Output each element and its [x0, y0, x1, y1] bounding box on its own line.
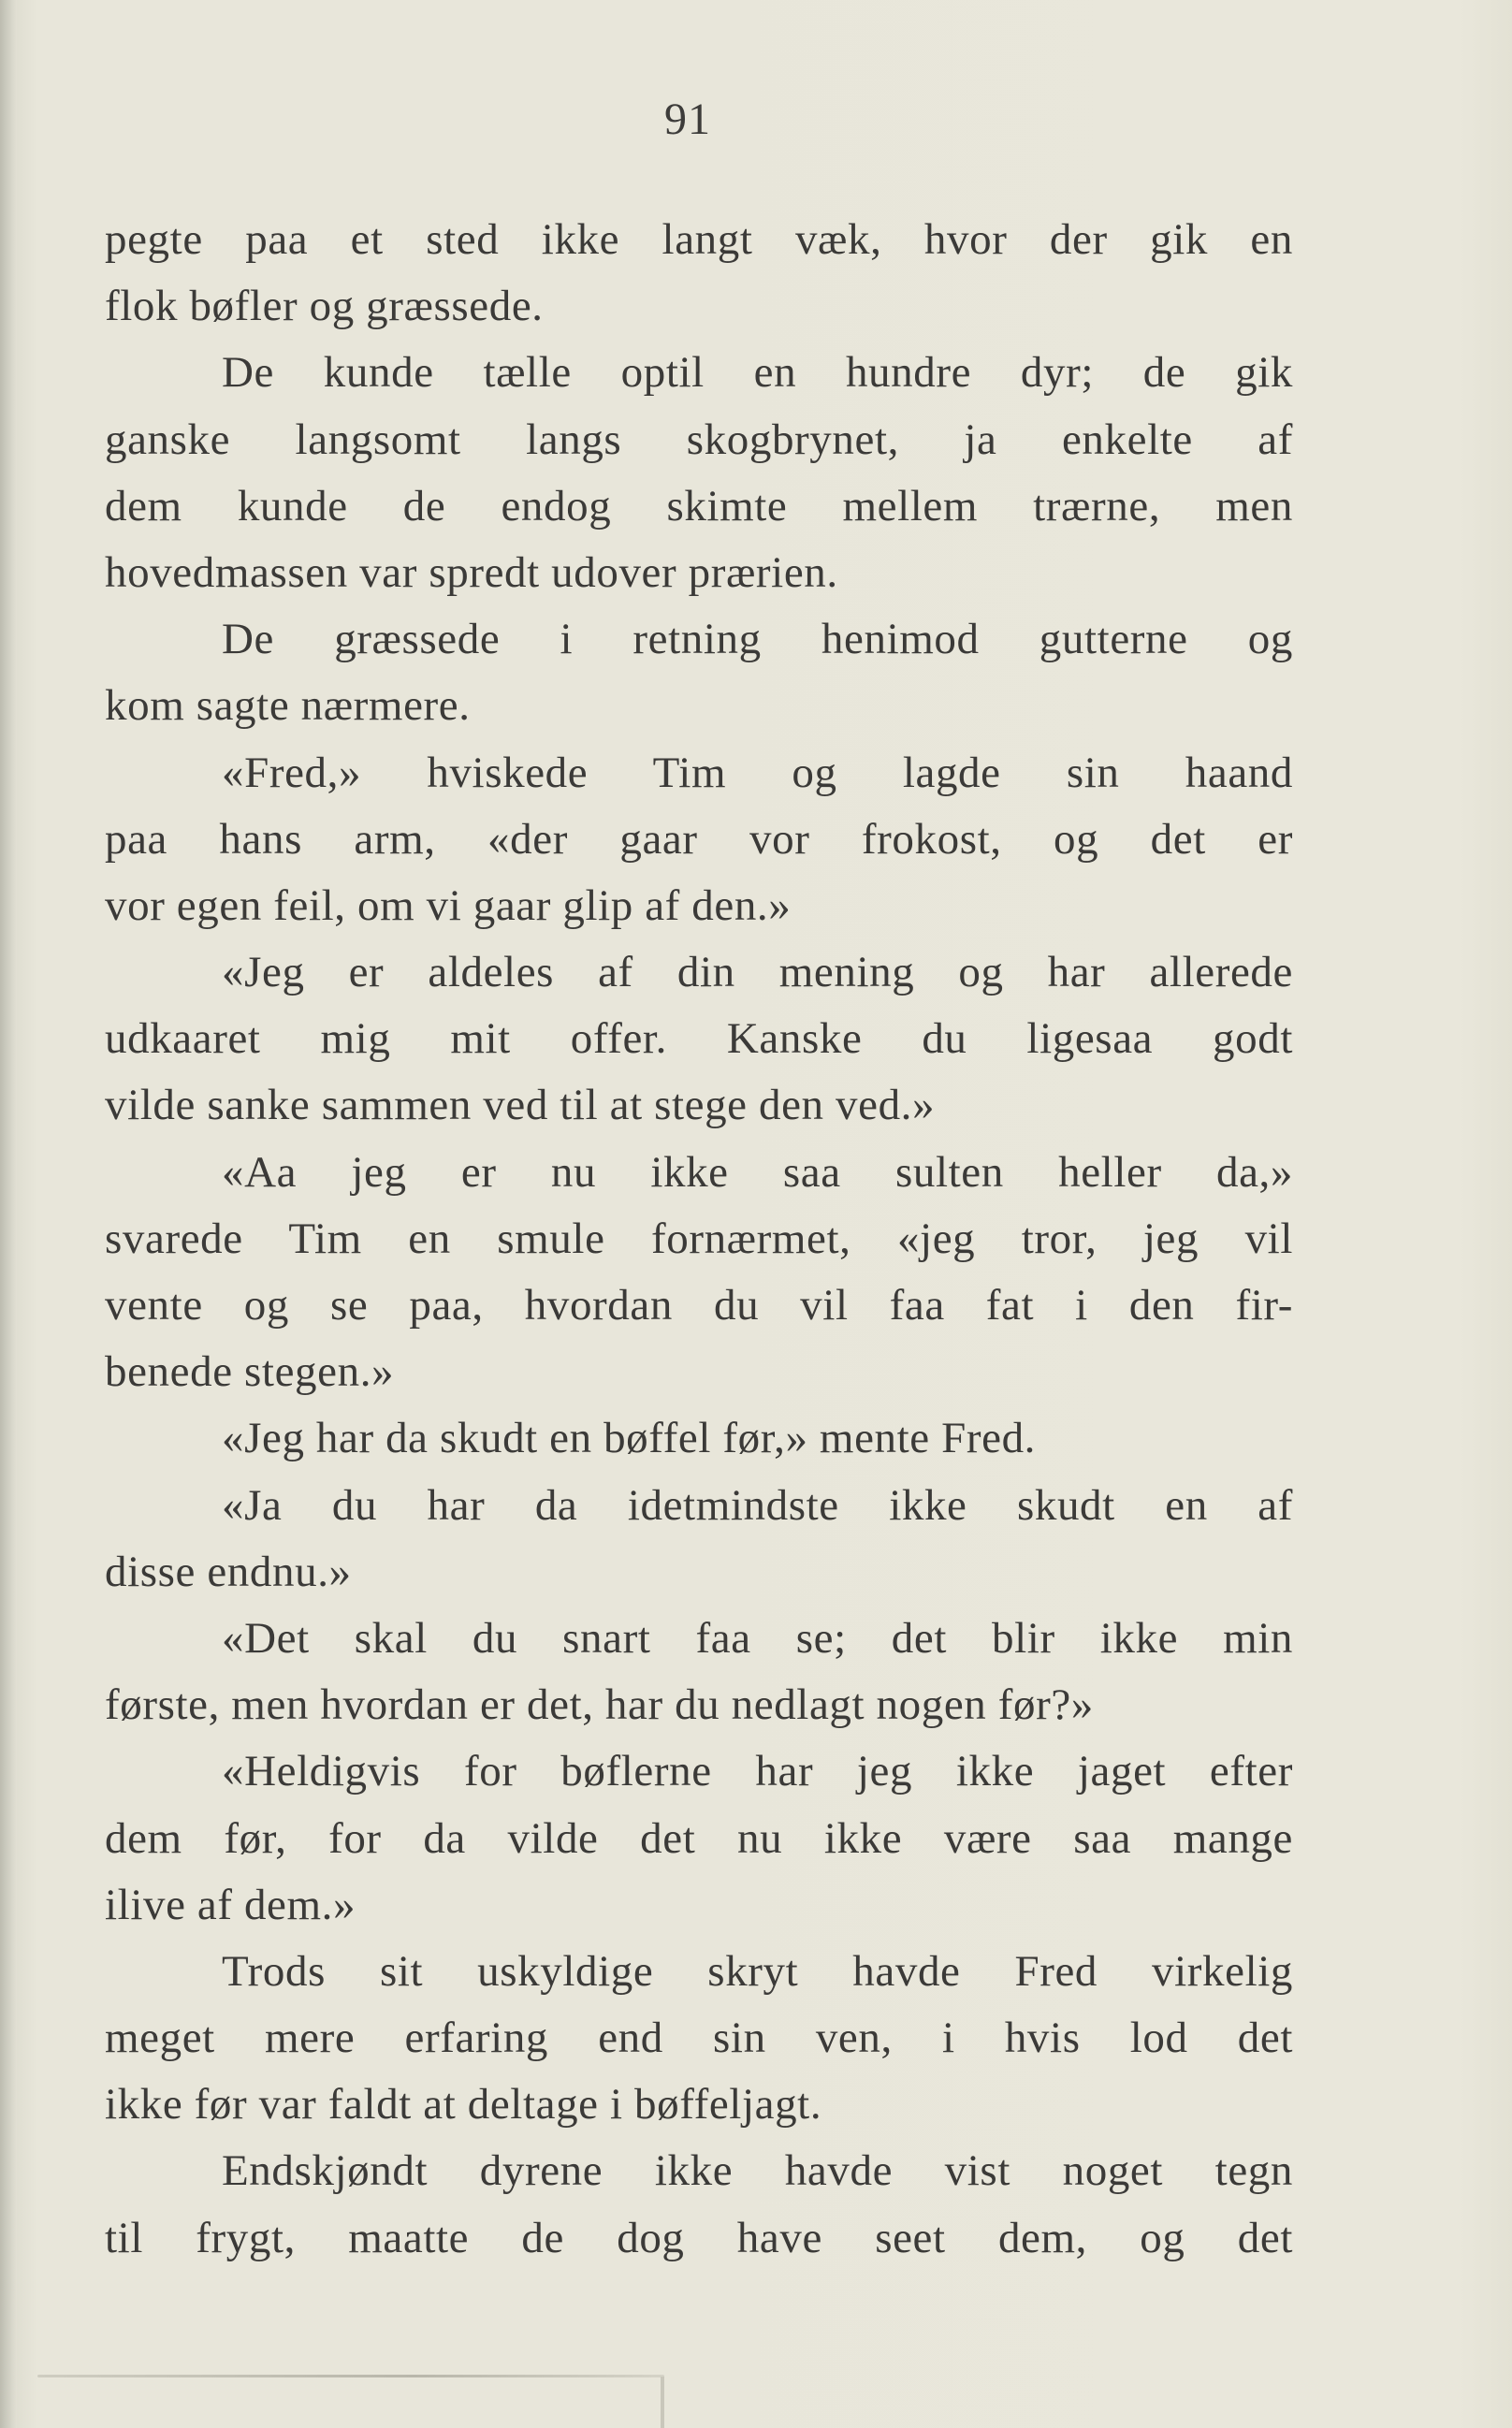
- text-line: «Ja du har da idetmindste ikke skudt en af: [222, 1480, 1293, 1530]
- text-line: hovedmassen var spredt udover prærien.: [105, 547, 838, 597]
- text-line: ganske langsomt langs skogbrynet, ja enkelte af: [105, 414, 1293, 464]
- text-line: De græssede i retning henimod gutterne og: [222, 615, 1293, 664]
- text-line: vente og se paa, hvordan du vil faa fat i den fir-: [105, 1281, 1293, 1330]
- text-line: «Aa jeg er nu ikke saa sulten heller da,»: [222, 1147, 1293, 1197]
- text-line: Endskjøndt dyrene ikke havde vist noget tegn: [222, 2146, 1293, 2196]
- bottom-edge-line: [37, 2375, 664, 2377]
- text-line: til frygt, maatte de dog have seet dem, og det: [105, 2213, 1293, 2262]
- text-line: disse endnu.»: [105, 1547, 352, 1596]
- page-binding-edge: [0, 0, 17, 2428]
- text-line: meget mere erfaring end sin ven, i hvis lod det: [105, 2014, 1293, 2063]
- text-line: vor egen feil, om vi gaar glip af den.»: [105, 880, 792, 930]
- text-line: ikke før var faldt at deltage i bøffeljagt.: [105, 2080, 822, 2130]
- bottom-edge-tick: [661, 2377, 664, 2428]
- text-line: De kunde tælle optil en hundre dyr; de gik: [222, 348, 1293, 398]
- text-line: ilive af dem.»: [105, 1880, 356, 1929]
- text-line: dem før, for da vilde det nu ikke være saa mange: [105, 1813, 1293, 1863]
- text-line: paa hans arm, «der gaar vor frokost, og det er: [105, 814, 1293, 864]
- text-line: vilde sanke sammen ved til at stege den ved.»: [105, 1081, 936, 1130]
- text-line: første, men hvordan er det, har du nedlagt nogen før?»: [105, 1680, 1094, 1730]
- text-line: dem kunde de endog skimte mellem trærne, men: [105, 481, 1293, 531]
- text-line: kom sagte nærmere.: [105, 681, 471, 731]
- text-line: Trods sit uskyldige skryt havde Fred virkelig: [222, 1946, 1293, 1996]
- text-line: benede stegen.»: [105, 1347, 395, 1397]
- text-line: pegte paa et sted ikke langt væk, hvor der gik en: [105, 215, 1293, 264]
- text-line: «Det skal du snart faa se; det blir ikke min: [222, 1613, 1293, 1663]
- text-line: «Heldigvis for bøflerne har jeg ikke jaget efter: [222, 1747, 1293, 1796]
- text-line: svarede Tim en smule fornærmet, «jeg tror, jeg vil: [105, 1214, 1293, 1263]
- body-text: [105, 207, 1293, 2272]
- text-line: «Jeg er aldeles af din mening og har allerede: [222, 948, 1293, 997]
- page-number: 91: [664, 95, 711, 144]
- text-line: udkaaret mig mit offer. Kanske du ligesaa godt: [105, 1014, 1293, 1064]
- text-line: «Fred,» hviskede Tim og lagde sin haand: [222, 748, 1293, 797]
- text-line: «Jeg har da skudt en bøffel før,» mente Fred.: [222, 1414, 1037, 1463]
- text-line: flok bøfler og græssede.: [105, 282, 544, 331]
